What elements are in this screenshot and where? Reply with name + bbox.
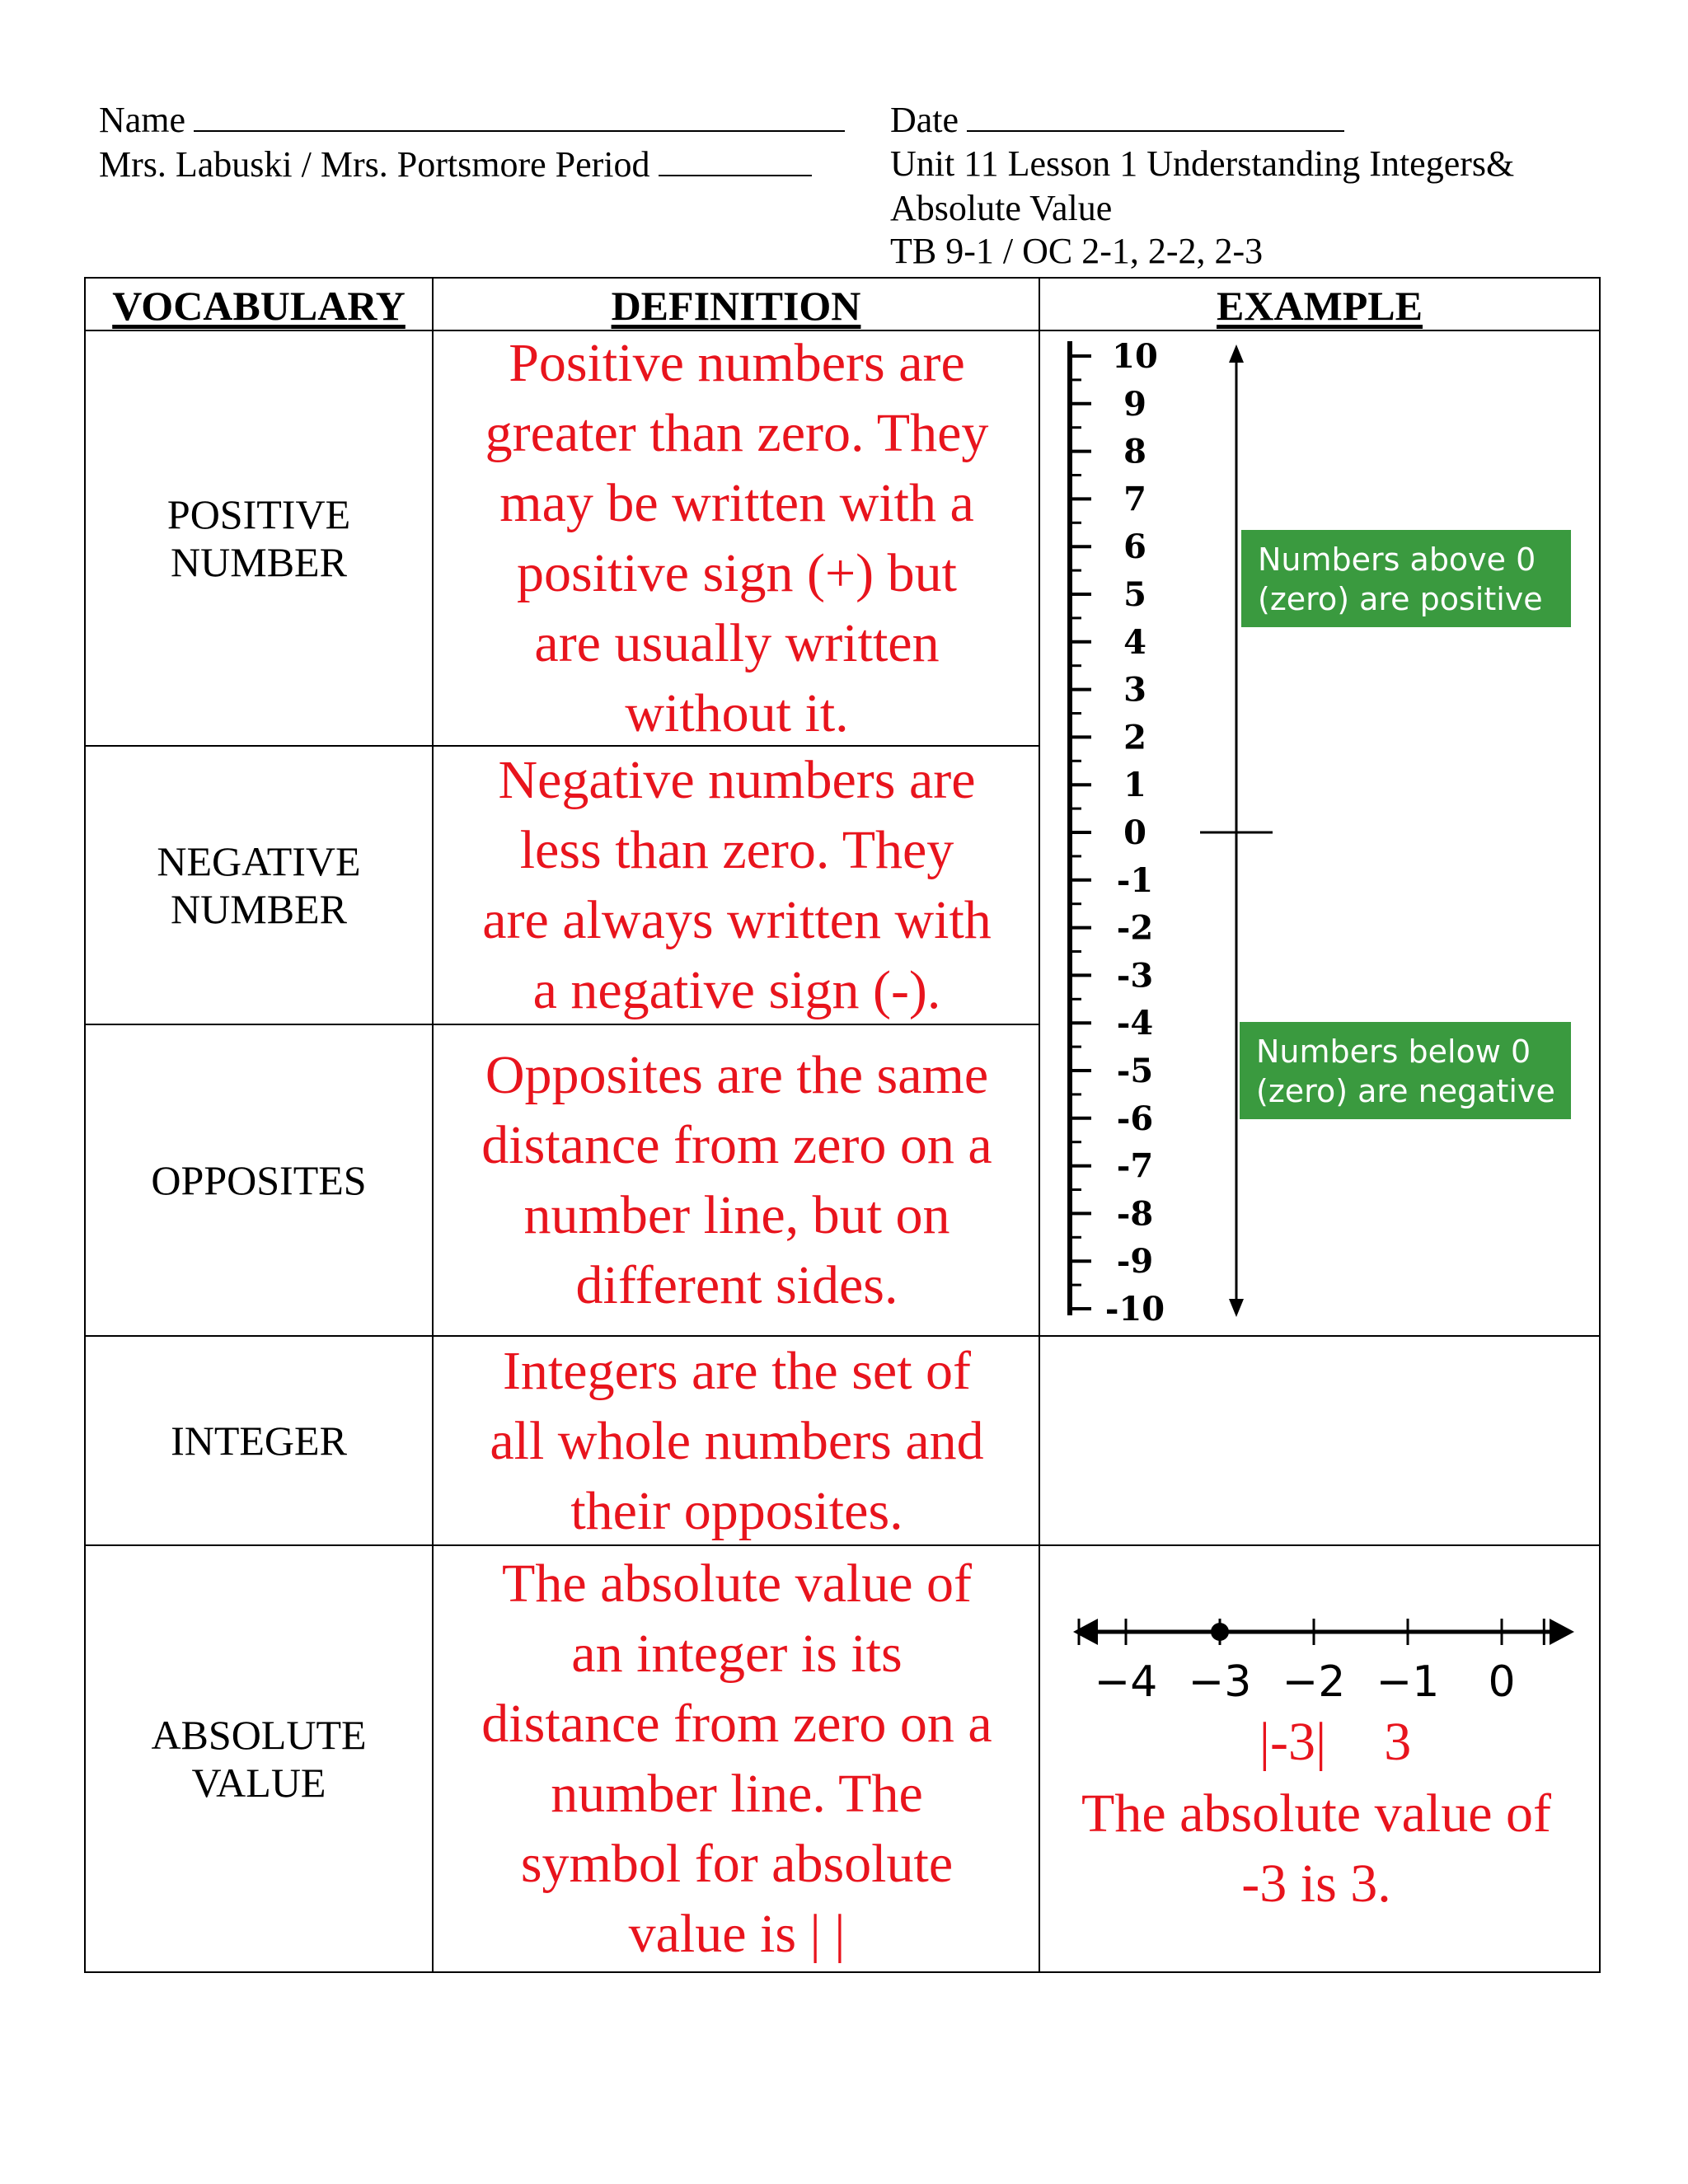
positive-numbers-note: Numbers above 0 (zero) are positive	[1241, 530, 1571, 627]
lesson-title-line2: Absolute Value	[890, 188, 1113, 228]
arrow-left-icon	[1073, 1619, 1098, 1645]
name-field	[99, 97, 845, 143]
period-blank[interactable]	[659, 142, 812, 176]
date-label: Date	[890, 100, 959, 140]
negative-numbers-note: Numbers below 0 (zero) are negative	[1240, 1022, 1571, 1119]
term-negative-number: NEGATIVE NUMBER	[157, 838, 361, 932]
ruler-label: 3	[1123, 670, 1146, 710]
definition-integer: Integers are the set of all whole numbers and their opposites.	[490, 1340, 984, 1541]
column-header-definition: DEFINITION	[611, 283, 861, 329]
tick-label: −4	[1094, 1657, 1158, 1707]
ruler-label: 8	[1123, 432, 1146, 471]
column-header-example: EXAMPLE	[1217, 283, 1423, 329]
ruler-label: -10	[1104, 1290, 1165, 1329]
tick-label: −3	[1188, 1657, 1252, 1707]
tick-label: 0	[1488, 1657, 1516, 1707]
ruler-label: -7	[1116, 1146, 1154, 1186]
ruler-label: 5	[1123, 575, 1146, 614]
absolute-value-sentence: The absolute value of -3 is 3.	[1081, 1783, 1551, 1914]
definition-negative-number: Negative numbers are less than zero. They are always written with a negative sign (-).	[482, 750, 992, 1020]
definition-absolute-value: The absolute value of an integer is its distance from zero on a number line. The symbol for absolute value is | |	[481, 1554, 992, 1964]
arrow-right-icon	[1550, 1619, 1574, 1645]
ruler-label: 0	[1123, 813, 1146, 852]
ruler-label: -5	[1116, 1052, 1154, 1090]
ruler-label: -2	[1116, 908, 1154, 948]
ruler-label: 6	[1123, 527, 1146, 567]
name-blank[interactable]	[194, 97, 845, 132]
textbook-reference: TB 9-1 / OC 2-1, 2-2, 2-3	[890, 231, 1264, 271]
ruler-label: -6	[1116, 1099, 1154, 1138]
term-opposites: OPPOSITES	[151, 1157, 367, 1203]
ruler-label: -1	[1116, 860, 1154, 900]
ruler-label: -9	[1116, 1242, 1154, 1282]
arrow-up-icon	[1229, 344, 1244, 363]
ruler-label: 1	[1123, 766, 1146, 805]
definition-opposites: Opposites are the same distance from zero on a number line, but on different sides.	[481, 1045, 992, 1315]
term-integer: INTEGER	[171, 1418, 347, 1464]
abs-result: 3	[1384, 1712, 1412, 1772]
horizontal-number-line	[1068, 1599, 1579, 1722]
name-label: Name	[99, 100, 186, 140]
teacher-label: Mrs. Labuski / Mrs. Portsmore Period	[99, 144, 650, 185]
ruler-label: -3	[1116, 956, 1154, 996]
lesson-title: Unit 11 Lesson 1 Understanding Integers&	[890, 143, 1515, 184]
marked-point	[1211, 1623, 1229, 1641]
arrow-down-icon	[1229, 1299, 1244, 1317]
ruler-label: -4	[1116, 1004, 1154, 1043]
ruler-label: 4	[1123, 622, 1146, 662]
ruler-label: -8	[1116, 1194, 1154, 1234]
ruler-label: 2	[1123, 718, 1146, 757]
absolute-value-expression	[1203, 1709, 1467, 1775]
date-field	[890, 97, 1344, 143]
ruler-label: 7	[1123, 480, 1146, 519]
abs-expression: |-3|	[1259, 1712, 1327, 1772]
vertical-number-line	[1040, 330, 1592, 1335]
definition-positive-number: Positive numbers are greater than zero. They may be written with a positive sign (+) but are usually written without it.	[485, 333, 989, 743]
ruler-label: 10	[1112, 337, 1158, 376]
tick-label: −1	[1376, 1657, 1440, 1707]
term-positive-number: POSITIVE NUMBER	[166, 491, 351, 585]
ruler-label: 9	[1123, 384, 1146, 424]
teacher-period-field	[99, 142, 812, 187]
term-absolute-value: ABSOLUTE VALUE	[151, 1712, 367, 1806]
tick-label: −2	[1282, 1657, 1346, 1707]
date-blank[interactable]	[967, 97, 1344, 132]
column-header-vocabulary: VOCABULARY	[112, 283, 406, 329]
